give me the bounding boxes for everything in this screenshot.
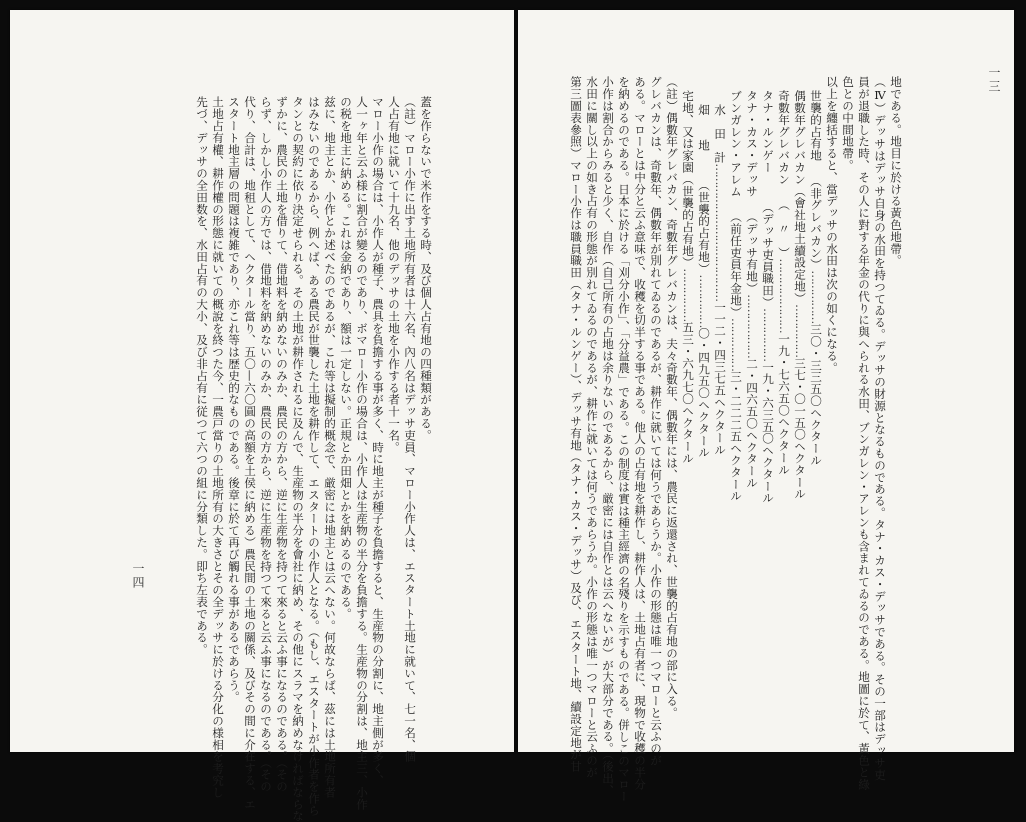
table-row-total: 水 田 計…………………………………一一二・四三七五ヘクタール — [713, 103, 727, 456]
note-paragraph: （註）マロー小作に出す土地所有者は十六名、內八名はデッサ吏員、マロー小作人は、エスタート土地に就いて、七一名、個 — [403, 96, 417, 763]
row-unit: ヘクタール — [777, 415, 791, 476]
row-note: （世襲的占有地） — [681, 173, 695, 269]
paragraph: を納めるのである。日本に於ける「刈分小作」、「分益農」である。この制度は實は種主經濟の名殘りを示すものである。併しこのマロー — [617, 76, 631, 803]
paragraph: 土地占有權、耕作權の形態に就いての概說を終つた今、一農戸當りの土地所有の大きさとその全デッサに於ける分化の様相を考究し — [211, 96, 225, 799]
row-note: （デッサ有地） — [745, 210, 759, 295]
paragraph: 色との中間地帶。 — [841, 76, 855, 172]
paragraph: 代り、合計は、地租として、ヘクタール當り、五〇—六〇圓の高額を土侯に納める）農民間の土地の關係、及びその間に介在する、エ — [243, 96, 257, 810]
note-paragraph: （註）偶數年グレバカン、奇數年グレバカンは、夫々奇數年、偶數年には、農民に返還され、世襲的占有地の部に入る。 — [665, 76, 679, 719]
row-label: 宅地、又は家園 — [681, 89, 695, 174]
row-unit: ヘクタール — [713, 396, 727, 456]
table-row: タナ・ルンゲー（デッサ吏員職田）……………一九・六三五〇ヘクタール — [761, 89, 775, 504]
paragraph: ある。マローとは中分と云ふ意味で、收穫を切半する事である。他人の占有地を耕作し、耕作人は、土地占有者に、現物で收穫の半分 — [633, 76, 647, 790]
paragraph: マロー小作の場合は、小作人が種子、農具を負擔する事が多く、時に地主が種子を負擔すると、生産物の分割に、地主側が多く、 — [371, 96, 385, 787]
row-value: 一九・七六五〇 — [777, 332, 791, 416]
paragraph: 人占有地に就いて十九名、他のデッサの土地を小作する者十一名。 — [387, 96, 401, 453]
right-page-text — [569, 76, 904, 803]
row-value: 五三・六九七〇 — [681, 321, 695, 405]
paragraph: 地である。地目に於ける黃色地帶。 — [889, 76, 903, 267]
row-unit: ヘクタール — [793, 440, 807, 500]
table-row: ブンガレン・アレム（前任吏員年金地）……………三・二二二五ヘクタール — [729, 89, 743, 502]
row-value: 三・二二二五 — [729, 371, 743, 443]
paragraph: スタート地主層の問題は複雑であり、亦これ等は歴史的なものである。後章に於て再び觸れる事があるであらう。 — [227, 96, 241, 703]
table-row: 偶數年グレバカン（會社地土續設定地）……………三七・〇一五〇ヘクタール — [793, 89, 807, 500]
paragraph: （Ⅳ）デッサはデッサ自身の水田を持つてゐる。デッサの財源となるものである。タナ・カス・デッサである。その一部はデッサ吏 — [873, 76, 887, 781]
row-unit: ヘクタール — [745, 429, 759, 489]
row-label: ブンガレン・アレム — [729, 89, 743, 198]
row-value: 三〇・三三五〇 — [809, 323, 823, 407]
row-value: 二・四六五〇 — [745, 357, 759, 430]
paragraph: ずかに、農民の土地を借りて、借地料を納めないのみか、農民の方から、逆に生産物を持つて來ると云ふ事になるのである。（その — [275, 96, 289, 793]
paragraph: 員が退職した時、その人に對する年金の代りに與へられる水田、ブンガレン・アレンも含まれてゐるのである。地圖に於て、黃色と綠 — [857, 76, 871, 790]
table-row: 世襲的占有地（非グレバカン）……………三〇・三三五〇ヘクタール — [809, 89, 823, 467]
row-value: 三七・〇一五〇 — [793, 357, 807, 441]
row-unit: ヘクタール — [809, 406, 823, 467]
row-label: 奇數年グレバカン — [777, 89, 791, 186]
row-unit: ヘクタール — [681, 404, 695, 465]
paragraph: らず、しかし小作人の方では、借地料を納めないのみか、農民の方から、逆に生産物を持つて來ると云ふ事になるのである。（その — [259, 96, 273, 793]
row-label: 水 田 計 — [713, 103, 727, 164]
paragraph: グレバカンは、奇數年、偶數年が別れてゐるのであるが、耕作に就いては何うであらうか。小作の形態は唯一つマローと云ふのが — [649, 76, 663, 767]
row-note: （非グレバカン） — [809, 175, 823, 271]
page-number: 一三 — [987, 66, 1001, 94]
paragraph: 小作は割合からみると少く、自作（自己所有の占地は余りないのであるから、厳密には自作とは云へないが）が大部分である。（後出、 — [601, 76, 615, 797]
paragraph: はみないのであるから、例へば、ある農民が世襲した土地を耕作して、エスタートの小作人となる。（もし、エスタートが小作者を作ら — [307, 96, 321, 817]
paragraph: 水田に關し以上の如き占有の形態が別れてゐるのであるが、耕作に就いては何うであらうか。小作の形態は唯一つマローと云ふのが — [585, 76, 599, 779]
table-row: 奇數年グレバカン（ 〃 ）…………………一九・七六五〇ヘクタール — [777, 89, 791, 476]
row-note: （前任吏員年金地） — [729, 210, 743, 319]
row-value: 一一二・四三七五 — [713, 301, 727, 397]
page-number: 一四 — [131, 562, 145, 590]
paragraph: の税を地主に納める。これは金納であり、額は一定しない。正規とか田畑とかを納めるのである。 — [339, 96, 353, 620]
row-label: 偶數年グレバカン — [793, 89, 807, 186]
row-label: タナ・ルンゲー — [761, 89, 775, 174]
left-page — [10, 10, 514, 822]
right-page — [518, 10, 1014, 803]
row-value: 一九・六三五〇 — [761, 361, 775, 445]
paragraph: 以上を纏括すると、當デッサの水田は次の如くになる。 — [825, 76, 839, 374]
table-row: タナ・カス・デッサ（デッサ有地）………………二・四六五〇ヘクタール — [745, 89, 759, 489]
row-note: （會社地土續設定地） — [793, 185, 807, 305]
row-note: （ 〃 ） — [777, 199, 791, 259]
paragraph: 兹に、地主とか、小作とか述べたのであるが、これ等は擬制的概念で、厳密には地主とは云へない。何故ならば、茲には土地所有者 — [323, 96, 337, 799]
paragraph: タンとの契約に依り決定せられる。その土地が耕作されるに及んで、生産物の半分を會社に納め、その他にスラマを納めなければならな — [291, 96, 305, 822]
row-note: （世襲的占有地） — [697, 179, 711, 275]
row-value: 〇・四九五〇 — [697, 327, 711, 399]
table-row: 宅地、又は家園（世襲的占有地）……………五三・六九七〇ヘクタール — [681, 89, 695, 465]
paragraph: 第三圖表參照）マロー小作は職員職田（タナ・ルンゲー）、デッサ有地（タナ・カス・デッサ）及び、エスタート地、續設定地が甘 — [569, 76, 583, 773]
paragraph: 蓋を作らないで米作をする時、及び個人占有地の四種類がある。 — [419, 96, 433, 442]
paragraph: 人一ヶ年と云ふ様に割合が變るのであり、ボマロー小作の場合は、小作人は生産物の半分を負擔する。生産物の分割は、地主三、小作 — [355, 96, 369, 810]
row-unit: ヘクタール — [697, 398, 711, 459]
row-label: 世襲的占有地 — [809, 89, 823, 162]
row-label: 畑 地 — [697, 103, 711, 152]
row-unit: ヘクタール — [761, 444, 775, 504]
row-label: タナ・カス・デッサ — [745, 89, 759, 198]
left-page-text — [195, 96, 434, 822]
row-note: （デッサ吏員職田） — [761, 201, 775, 309]
table-row: 畑 地（世襲的占有地）……………〇・四九五〇ヘクタール — [697, 103, 711, 459]
paragraph: 先づ、デッサの全田数を、水田占有の大小、及び非占有に従つて六つの組に分類した。即ち左表である。 — [195, 96, 209, 656]
row-unit: ヘクタール — [729, 442, 743, 502]
